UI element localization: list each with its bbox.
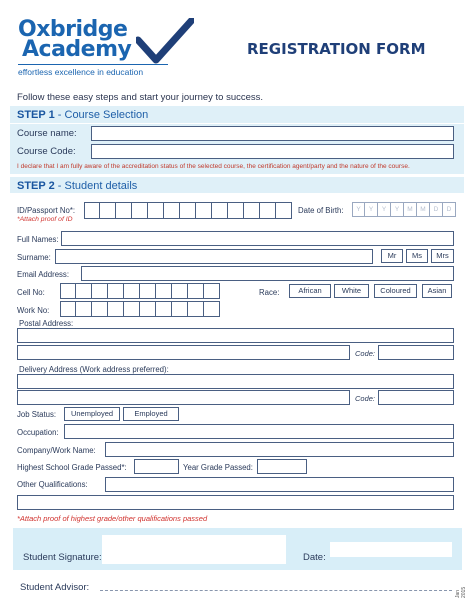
- postal-address-line1[interactable]: [17, 328, 454, 343]
- step1-heading: [17, 109, 148, 121]
- tagline: effortless excellence in education: [18, 67, 144, 77]
- full-names-label: Full Names:: [17, 235, 59, 244]
- race-white[interactable]: White: [334, 284, 369, 298]
- postal-code-field[interactable]: [378, 345, 454, 360]
- date-field[interactable]: [330, 542, 452, 557]
- dob-label: Date of Birth:: [298, 206, 344, 215]
- grade-label: Highest School Grade Passed*:: [17, 463, 127, 472]
- id-note: *Attach proof of ID: [17, 216, 73, 223]
- step1-title: - Course Selection: [54, 109, 149, 121]
- other-qualifications-line1[interactable]: [105, 477, 454, 492]
- job-employed[interactable]: Employed: [123, 407, 179, 421]
- surname-label: Surname:: [17, 253, 51, 262]
- year-grade-field[interactable]: [257, 459, 307, 474]
- work-number-field[interactable]: [60, 301, 220, 317]
- occupation-field[interactable]: [64, 424, 454, 439]
- title-mr[interactable]: Mr: [381, 249, 403, 263]
- delivery-address-label: Delivery Address (Work address preferred):: [19, 365, 169, 374]
- race-coloured[interactable]: Coloured: [374, 284, 417, 298]
- cell-number-field[interactable]: [60, 283, 220, 299]
- id-label: ID/Passport No*:: [17, 206, 76, 215]
- course-name-field[interactable]: [91, 126, 454, 141]
- id-number-field[interactable]: [84, 202, 292, 219]
- delivery-address-line1[interactable]: [17, 374, 454, 389]
- checkmark-icon: [136, 18, 194, 66]
- postal-code-label: Code:: [355, 349, 376, 358]
- cell-label: Cell No:: [17, 288, 45, 297]
- delivery-code-field[interactable]: [378, 390, 454, 405]
- step2-heading: [17, 180, 137, 192]
- step2-title: - Student details: [54, 180, 138, 192]
- form-title: REGISTRATION FORM: [247, 40, 426, 58]
- other-qualifications-label: Other Qualifications:: [17, 480, 88, 489]
- company-label: Company/Work Name:: [17, 446, 96, 455]
- company-field[interactable]: [105, 442, 454, 457]
- race-label: Race:: [259, 288, 280, 297]
- logo-line-2: Academy: [22, 37, 132, 62]
- qualifications-note: *Attach proof of highest grade/other qualifications passed: [17, 514, 208, 523]
- year-grade-label: Year Grade Passed:: [183, 463, 253, 472]
- grade-field[interactable]: [134, 459, 179, 474]
- step2-number: STEP 2: [17, 180, 55, 192]
- student-signature-label: Student Signature:: [23, 552, 102, 563]
- logo-line-1: Oxbridge: [18, 17, 128, 42]
- job-unemployed[interactable]: Unemployed: [64, 407, 120, 421]
- student-advisor-label: Student Advisor:: [20, 582, 90, 593]
- intro-text: Follow these easy steps and start your journey to success.: [17, 92, 264, 103]
- delivery-address-line2[interactable]: [17, 390, 350, 405]
- dob-field[interactable]: Y Y Y Y M M D D: [352, 202, 456, 217]
- logo: [18, 17, 198, 80]
- student-signature-field[interactable]: [102, 535, 286, 564]
- full-names-field[interactable]: [61, 231, 454, 246]
- email-label: Email Address:: [17, 270, 70, 279]
- postal-address-label: Postal Address:: [19, 319, 74, 328]
- race-african[interactable]: African: [289, 284, 331, 298]
- course-code-label: Course Code:: [17, 146, 76, 157]
- postal-address-line2[interactable]: [17, 345, 350, 360]
- date-label: Date:: [303, 552, 326, 563]
- work-number-label: Work No:: [17, 306, 50, 315]
- course-name-label: Course name:: [17, 128, 77, 139]
- email-field[interactable]: [81, 266, 454, 281]
- side-date-text: Jan 2015: [455, 586, 467, 598]
- race-asian[interactable]: Asian: [422, 284, 452, 298]
- student-advisor-field[interactable]: [100, 590, 452, 591]
- other-qualifications-line2[interactable]: [17, 495, 454, 510]
- occupation-label: Occupation:: [17, 428, 59, 437]
- title-ms[interactable]: Ms: [406, 249, 428, 263]
- delivery-code-label: Code:: [355, 394, 376, 403]
- job-status-label: Job Status:: [17, 410, 57, 419]
- logo-underline: [18, 64, 168, 65]
- course-code-field[interactable]: [91, 144, 454, 159]
- surname-field[interactable]: [55, 249, 373, 264]
- step1-number: STEP 1: [17, 109, 55, 121]
- declaration-text: I declare that I am fully aware of the accreditation status of the selected course, the certification agent/party and the nature of the course.: [17, 163, 410, 170]
- title-mrs[interactable]: Mrs: [431, 249, 454, 263]
